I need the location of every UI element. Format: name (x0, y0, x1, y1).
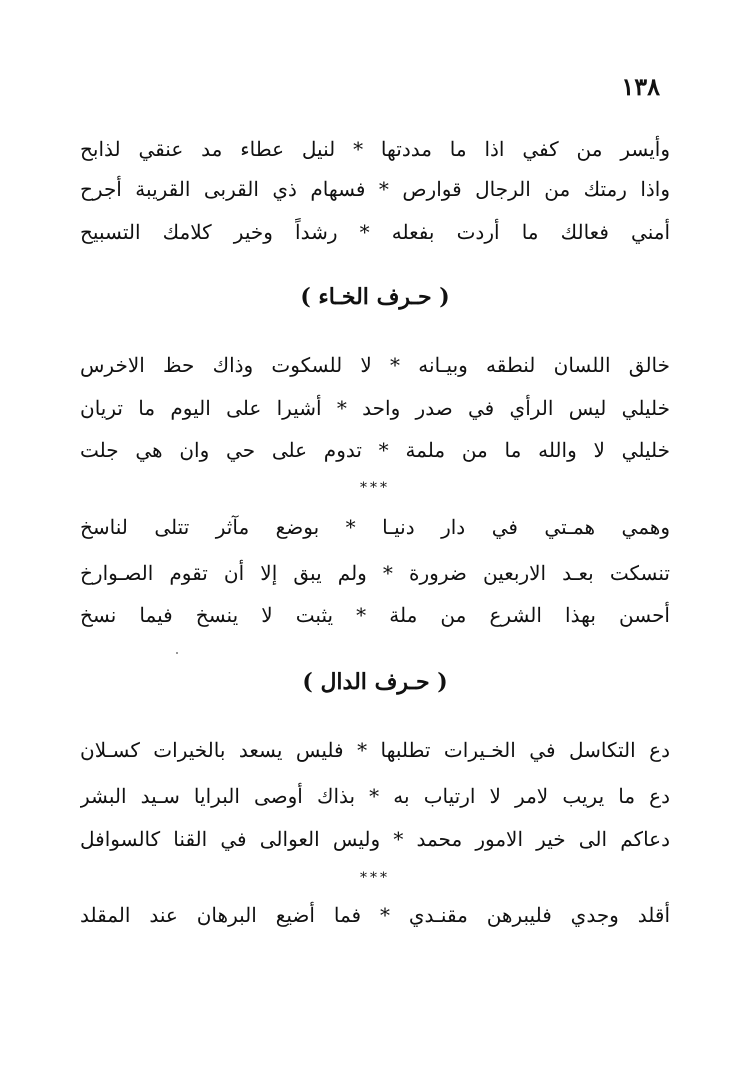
verse-line: خليلي ليس الرأي في صدر واحد * أشيرا على اليوم ما تريان (80, 396, 670, 420)
verse-line: وهمي همـتي في دار دنيـا * بوضع مآثر تتلى لناسخ (80, 515, 670, 539)
verse-line: دع ما يريب لامر لا ارتياب به * بذاك أوصى البرايا سـيد البشر (80, 784, 670, 808)
page-number: ١٣٨ (621, 72, 660, 101)
verse-line: أقلد وجدي فليبرهن مقنـدي * فما أضيع البرهان عند المقلد (80, 903, 670, 927)
verse-line: وأيسر من كفي اذا ما مددتها * لنيل عطاء مد عنقي لذابح (80, 137, 670, 161)
verse-line: دع التكاسل في الخـيرات تطلبها * فليس يسعد بالخيرات كسـلان (80, 738, 670, 762)
verse-line: خالق اللسان لنطقه وبيـانه * لا للسكوت وذاك حظ الاخرس (80, 353, 670, 377)
verse-line: أمني فعالك ما أردت بفعله * رشداً وخير كلامك التسبيح (80, 220, 670, 244)
verse-line: أحسن بهذا الشرع من ملة * يثبت لا ينسخ فيما نسخ (80, 603, 670, 627)
star-separator: *** (360, 870, 390, 886)
paper-speck (176, 652, 178, 654)
star-separator: *** (360, 480, 390, 496)
section-heading-kha: ( حـرف الخـاء ) (300, 284, 450, 310)
verse-line: تنسكت بعـد الاربعين ضرورة * ولم يبق إلا أن تقوم الصـوارخ (80, 561, 670, 585)
verse-line: واذا رمتك من الرجال قوارص * فسهام ذي القربى القريبة أجرح (80, 177, 670, 201)
section-heading-dal: ( حـرف الدال ) (302, 669, 448, 695)
verse-line: دعاكم الى خير الامور محمد * وليس العوالى في القنا كالسوافل (80, 827, 670, 851)
verse-line: خليلي لا والله ما من ملمة * تدوم على حي وان هي جلت (80, 438, 670, 462)
